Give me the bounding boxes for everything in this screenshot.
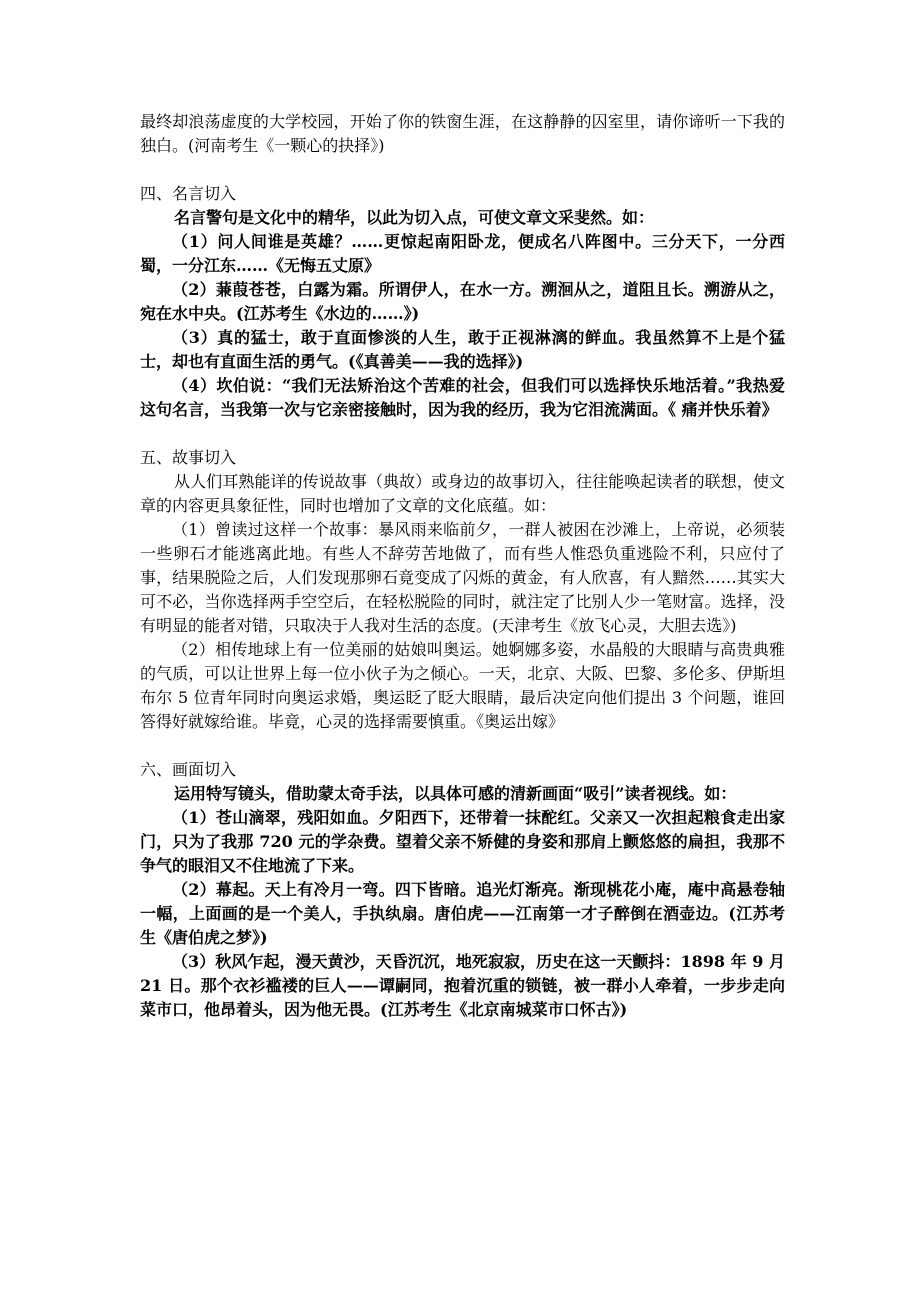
section-lead-quotes: 名言警句是文化中的精华，以此为切入点，可使文章文采斐然。如： (174, 208, 655, 227)
section-heading-scene: 六、画面切入 (140, 760, 237, 779)
story-example-1: （1）曾读过这样一个故事：暴风雨来临前夕，一群人被困在沙滩上，上帝说，必须装一些卵石才能逃离此地。有些人不辞劳苦地做了，而有些人惟恐负重逃险不利，只应付了事，结果脱险之后，人们发现那卵石竟变成了闪烁的黄金，有人欣喜，有人黯然……其实大可不必，当你选择两手空空后，在轻松脱险的同时，就注定了比别人少一笔财富。选择，没有明显的能者对错，只取决于人我对生活的态度。(天津考生《放飞心灵，大胆去选》) (140, 520, 785, 635)
section-lead-scene: 运用特写镜头，借助蒙太奇手法，以具体可感的清新画面“吸引”读者视线。如： (174, 784, 737, 803)
quote-example-1: （1）问人间谁是英雄？……更惊起南阳卧龙，便成名八阵图中。三分天下，一分西蜀，一分江东……《无悔五丈原》 (140, 232, 785, 275)
scene-example-1: （1）苍山滴翠，残阳如血。夕阳西下，还带着一抹酡红。父亲又一次担起粮食走出家门，只为了我那 720 元的学杂费。望着父亲不矫健的身姿和那肩上颤悠悠的扁担，我那不争气的眼泪又不住地流了下来。 (140, 808, 785, 875)
quote-example-2: （2）蒹葭苍苍，白露为霜。所谓伊人，在水一方。溯洄从之，道阻且长。溯游从之，宛在水中央。(江苏考生《水边的……》) (140, 280, 785, 323)
document-page (140, 110, 785, 1022)
quote-example-4: （4）坎伯说：“我们无法矫治这个苦难的社会，但我们可以选择快乐地活着。”我热爱这句名言，当我第一次与它亲密接触时，因为我的经历，我为它泪流满面。《 痛并快乐着》 (140, 376, 785, 419)
section-heading-quotes: 四、名言切入 (140, 184, 237, 203)
story-example-2: （2）相传地球上有一位美丽的姑娘叫奥运。她婀娜多姿，水晶般的大眼睛与高贵典雅的气质，可以让世界上每一位小伙子为之倾心。一天，北京、大阪、巴黎、多伦多、伊斯坦布尔 5 位青年同时向奥运求婚，奥运眨了眨大眼睛，最后决定向他们提出 3 个问题，谁回答得好就嫁给谁。毕竟，心灵的选择需要慎重。《奥运出嫁》 (140, 640, 785, 731)
scene-example-2: （2）幕起。天上有冷月一弯。四下皆暗。追光灯渐亮。渐现桃花小庵，庵中高悬卷轴一幅，上面画的是一个美人，手执纨扇。唐伯虎——江南第一才子醉倒在酒壶边。(江苏考生《唐伯虎之梦》) (140, 880, 785, 947)
quote-example-3: （3）真的猛士，敢于直面惨淡的人生，敢于正视淋漓的鲜血。我虽然算不上是个猛士，却也有直面生活的勇气。(《真善美——我的选择》) (140, 328, 785, 371)
intro-paragraph: 最终却浪荡虚度的大学校园，开始了你的铁窗生涯，在这静静的囚室里，请你谛听一下我的独白。(河南考生《一颗心的抉择》) (140, 112, 785, 155)
section-heading-story: 五、故事切入 (140, 448, 237, 467)
scene-example-3: （3）秋风乍起，漫天黄沙，天昏沉沉，地死寂寂，历史在这一天颤抖：1898 年 9 月 21 日。那个衣衫褴褛的巨人——谭嗣同，抱着沉重的锁链，被一群小人牵着，一步步走向菜市口，他昂着头，因为他无畏。(江苏考生《北京南城菜市口怀古》) (140, 952, 785, 1019)
section-lead-story: 从人们耳熟能详的传说故事（典故）或身边的故事切入，往往能唤起读者的联想，使文章的内容更具象征性，同时也增加了文章的文化底蕴。如： (140, 472, 785, 515)
